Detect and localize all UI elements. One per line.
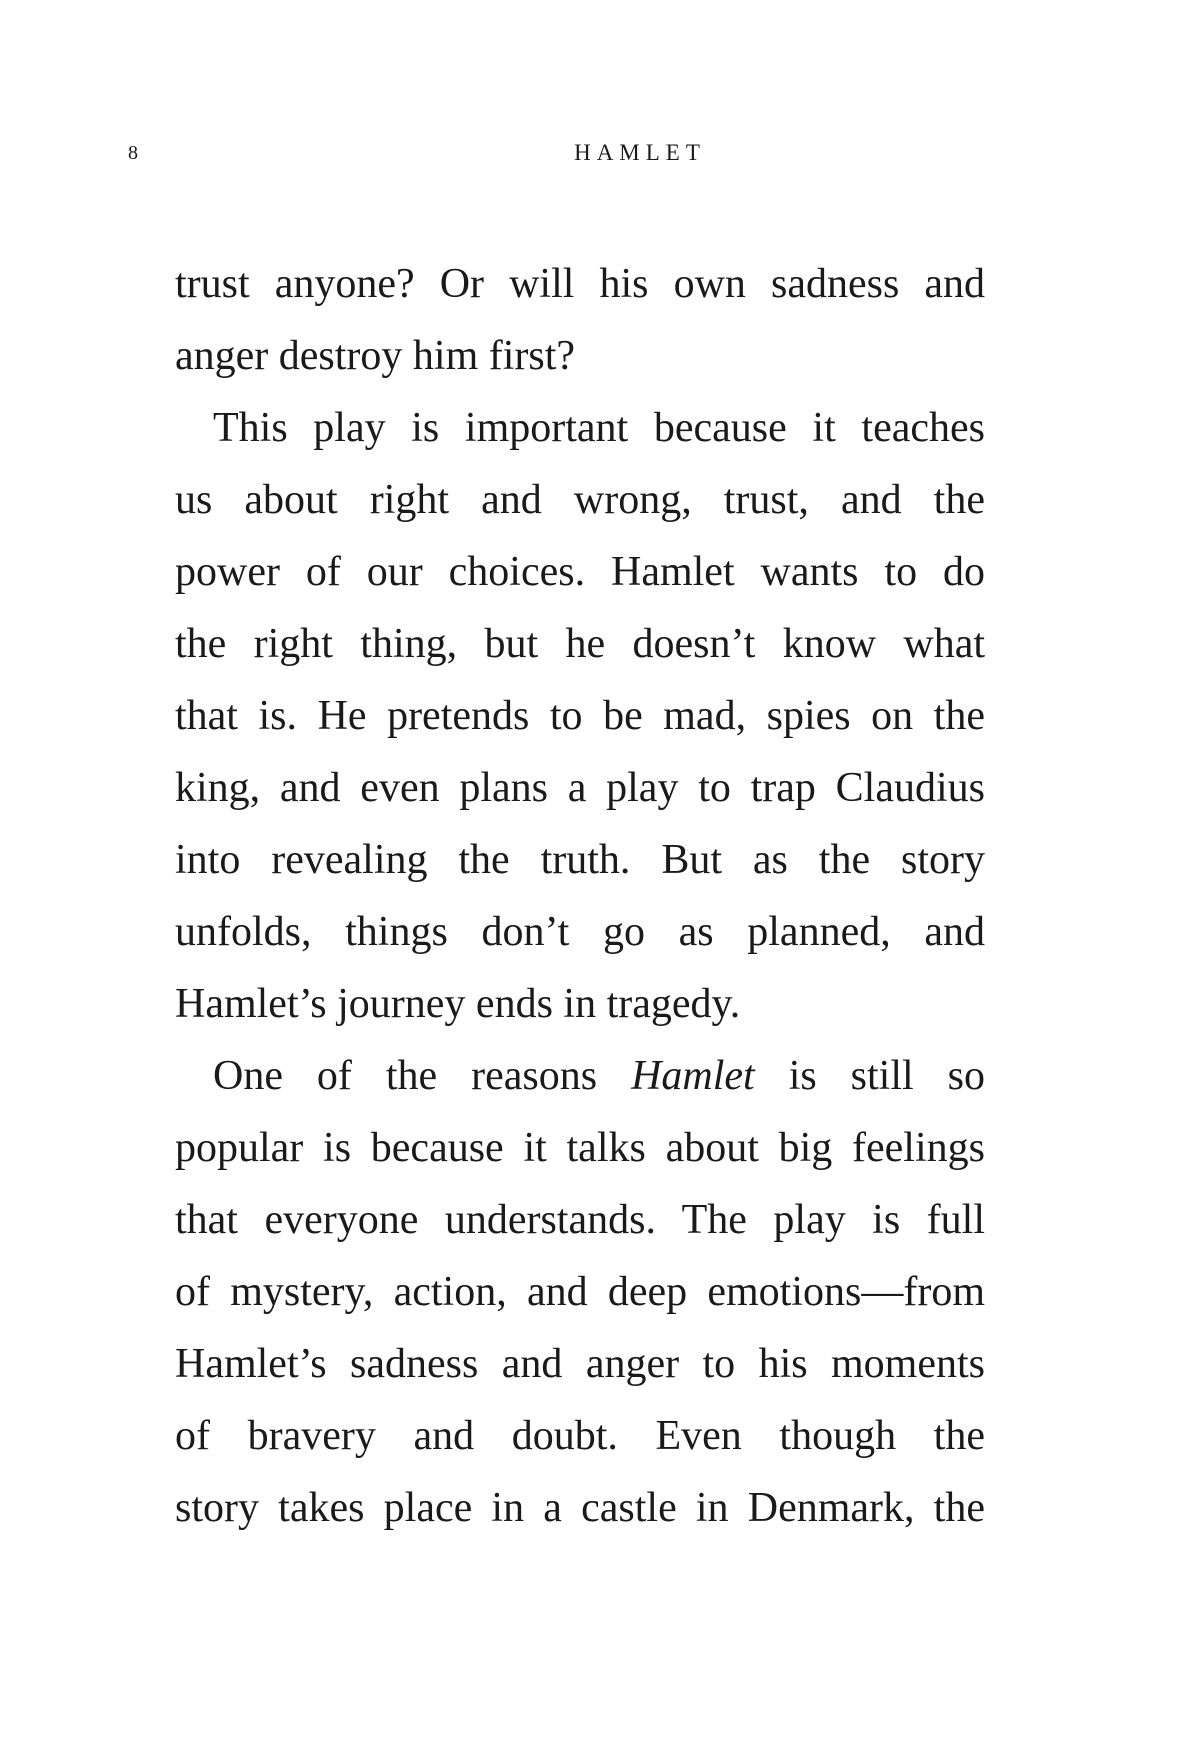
text-line: anger destroy him first? <box>175 333 576 379</box>
paragraph-1 <box>175 248 985 392</box>
text-segment: One of the reasons <box>213 1053 632 1099</box>
text-line: Hamlet’s journey ends in tragedy. <box>175 981 741 1027</box>
page-number: 8 <box>128 142 138 164</box>
text-line <box>175 1040 985 1112</box>
text-line: story takes place in a castle in Denmark, the <box>175 1485 985 1531</box>
paragraph-3 <box>175 1040 985 1544</box>
text-line: of bravery and doubt. Even though the <box>175 1413 985 1459</box>
text-line: of mystery, action, and deep emotions—from <box>175 1269 985 1315</box>
text-line: king, and even plans a play to trap Claudius <box>175 765 985 811</box>
text-segment: is still so <box>754 1053 985 1099</box>
text-line: popular is because it talks about big feelings <box>175 1125 985 1171</box>
text-line: trust anyone? Or will his own sadness and <box>175 261 985 307</box>
text-line: the right thing, but he doesn’t know what <box>175 621 985 667</box>
play-title-italic: Hamlet <box>631 1053 755 1099</box>
body-text <box>175 248 985 1544</box>
running-head-title: HAMLET <box>574 140 706 165</box>
text-line: us about right and wrong, trust, and the <box>175 477 985 523</box>
text-line: that everyone understands. The play is full <box>175 1197 985 1243</box>
paragraph-2 <box>175 392 985 1040</box>
text-line: into revealing the truth. But as the story <box>175 837 985 883</box>
text-line: Hamlet’s sadness and anger to his moments <box>175 1341 985 1387</box>
text-line: that is. He pretends to be mad, spies on the <box>175 693 985 739</box>
text-line: This play is important because it teaches <box>213 405 985 451</box>
text-line: unfolds, things don’t go as planned, and <box>175 909 985 955</box>
text-line: power of our choices. Hamlet wants to do <box>175 549 985 595</box>
